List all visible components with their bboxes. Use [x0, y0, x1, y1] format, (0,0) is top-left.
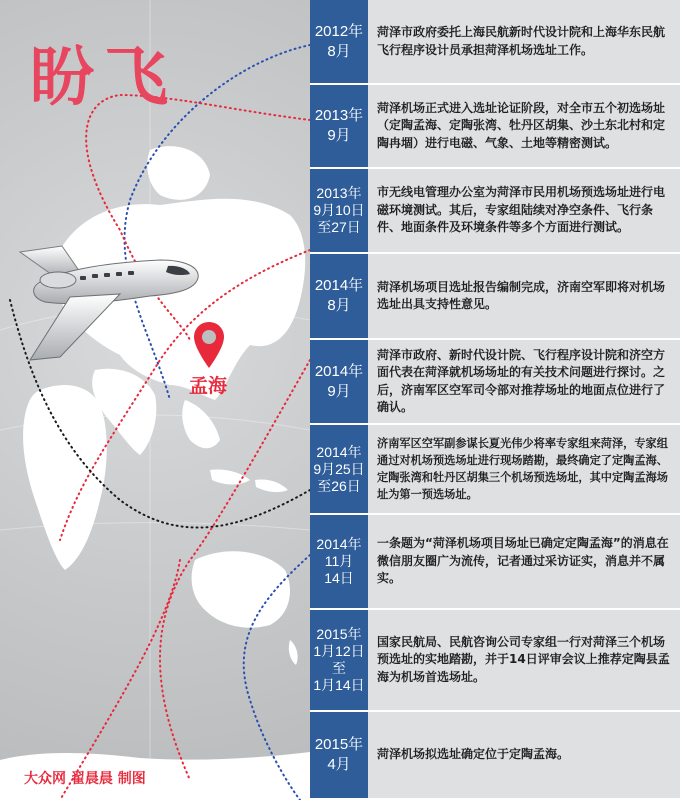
- location-label: 孟海: [189, 375, 228, 397]
- timeline-row: [310, 0, 680, 85]
- timeline-text: 菏泽机场正式进入选址论证阶段，对全市五个初选场址（定陶孟海、定陶张湾、牡丹区胡集、沙土东北村和定陶冉堌）进行电磁、气象、土地等精密测试。: [377, 100, 666, 150]
- timeline-date-line: 2015年: [314, 736, 364, 753]
- timeline-row: [310, 610, 680, 712]
- world-map-panel: [0, 0, 310, 800]
- timeline-date-line: 1月12日: [313, 643, 365, 659]
- timeline-date-line: 4月: [327, 756, 351, 773]
- timeline-date-line: 8月: [327, 42, 351, 60]
- timeline-text: 菏泽市政府委托上海民航新时代设计院和上海华东民航飞行程序设计员承担菏泽机场选址工作。: [377, 25, 666, 57]
- airplane-icon: [0, 232, 210, 362]
- timeline-date-line: 至26日: [317, 477, 361, 494]
- timeline-date: [310, 85, 368, 167]
- timeline-date: [310, 169, 368, 252]
- timeline-date-line: 至: [332, 660, 346, 676]
- timeline-date-line: 9月: [327, 382, 351, 400]
- timeline-date: [310, 254, 368, 338]
- timeline-date: [310, 0, 368, 83]
- timeline-row: [310, 169, 680, 254]
- timeline-date-line: 9月: [327, 127, 351, 144]
- timeline-text: 菏泽机场拟选址确定位于定陶孟海。: [377, 747, 570, 762]
- timeline-date: [310, 610, 368, 710]
- timeline-date-line: 2013年: [314, 107, 364, 124]
- timeline-date-line: 2014年: [316, 536, 362, 552]
- timeline-text: 济南军区空军副参谋长夏光伟少将率专家组来菏泽，专家组通过对机场预选场址进行现场踏勘，最终确定了定陶孟海、定陶张湾和牡丹区胡集三个机场预选场址，其中定陶孟海场址为第一预选场址。: [377, 437, 668, 501]
- timeline-date-line: 14日: [324, 570, 354, 586]
- timeline: [310, 0, 680, 800]
- timeline-date-line: 2014年: [314, 362, 364, 380]
- timeline-date-line: 2013年: [316, 185, 362, 201]
- timeline-date-line: 8月: [327, 297, 351, 314]
- timeline-row: [310, 254, 680, 340]
- timeline-text: 国家民航局、民航咨询公司专家组一行对菏泽三个机场预选址的实地踏勘，并于14日评审会议上推荐定陶县孟海为机场首选场址。: [377, 634, 670, 684]
- timeline-date-line: 2015年: [316, 626, 362, 642]
- timeline-row: [310, 515, 680, 610]
- timeline-row: [310, 425, 680, 515]
- timeline-date-line: 至27日: [317, 219, 361, 235]
- timeline-row: [310, 712, 680, 800]
- timeline-date-line: 11月: [324, 553, 354, 569]
- world-map: [0, 0, 310, 800]
- timeline-text: 市无线电管理办公室为菏泽市民用机场预选场址进行电磁环境测试。其后，专家组陆续对净空条件、飞行条件、地面条件及环境条件等多个方面进行测试。: [377, 185, 666, 235]
- timeline-date-line: 1月14日: [313, 677, 365, 693]
- credit-text: 大众网 翟晨晨 制图: [24, 771, 146, 787]
- timeline-date-line: 9月10日: [313, 202, 365, 218]
- timeline-row: [310, 340, 680, 425]
- timeline-text: 一条题为“菏泽机场项目场址已确定定陶孟海”的消息在微信朋友圈广为流传，记者通过采访证实，消息并不属实。: [377, 536, 669, 586]
- timeline-date-line: 9月25日: [313, 460, 365, 477]
- timeline-date: [310, 515, 368, 608]
- location-pin-icon: [194, 322, 224, 368]
- timeline-date: [310, 425, 368, 513]
- timeline-text: 菏泽机场项目选址报告编制完成，济南空军即将对机场选址出具支持性意见。: [377, 279, 666, 311]
- page-title: 盼飞: [30, 40, 178, 115]
- timeline-row: [310, 85, 680, 169]
- timeline-date: [310, 712, 368, 798]
- timeline-date-line: 2014年: [314, 277, 364, 294]
- timeline-text: 菏泽市政府、新时代设计院、飞行程序设计院和济空方面代表在菏泽就机场场址的有关技术问题进行探讨。之后，济南军区空军司令部对推荐场址的地面点位进行了确认。: [377, 347, 666, 414]
- timeline-date: [310, 340, 368, 423]
- timeline-date-line: 2014年: [316, 443, 362, 460]
- timeline-date-line: 2012年: [314, 22, 364, 40]
